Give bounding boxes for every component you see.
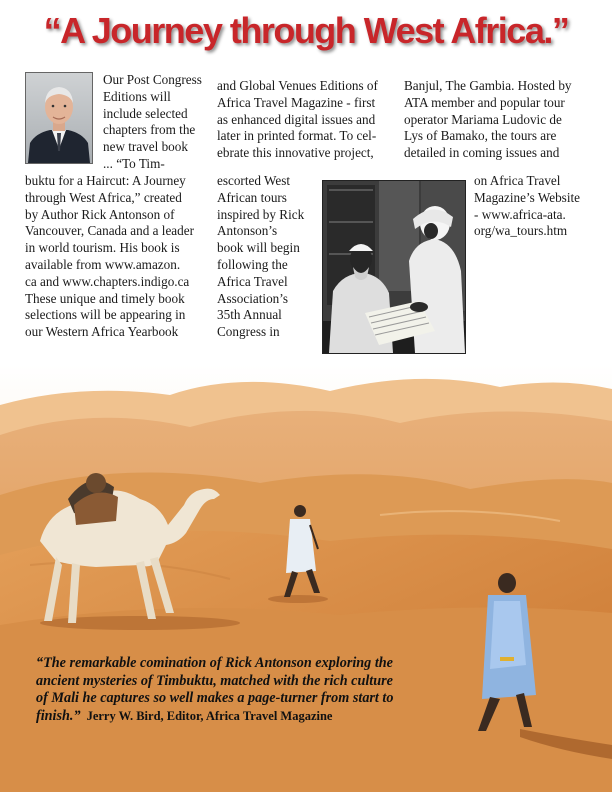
- text-line: Editions will: [103, 88, 171, 104]
- text-line: selections will be appearing in: [25, 307, 186, 323]
- manuscript-readers-photo: [322, 180, 466, 354]
- text-line: org/wa_tours.htm: [474, 223, 568, 239]
- text-line: buktu for a Haircut: A Journey: [25, 173, 186, 188]
- quote-credit: Jerry W. Bird, Editor, Africa Travel Magazine: [86, 708, 333, 723]
- text-line: book will begin: [217, 240, 300, 256]
- text-line: Africa Travel: [217, 273, 288, 289]
- text-line: Magazine’s Website: [474, 189, 580, 205]
- desert-scene-photo: [0, 365, 612, 792]
- text-line: through West Africa,” created: [25, 189, 182, 205]
- text-line: Africa Travel Magazine - first: [217, 94, 376, 110]
- text-line: include selected: [103, 105, 188, 121]
- text-line: and Global Venues Editions of: [217, 78, 378, 93]
- quote-line: of Mali he captures so well makes a page-turner from start to: [36, 690, 394, 706]
- headline: “A Journey through West Africa.”: [43, 10, 569, 51]
- text-line: available from www.amazon.: [25, 256, 181, 272]
- text-line: ebrate this innovative project,: [217, 145, 374, 161]
- quote-line: ancient mysteries of Timbuktu, matched with the rich culture: [36, 672, 393, 689]
- text-line: Vancouver, Canada and a leader: [25, 223, 194, 239]
- text-line: Lys of Bamako, the tours are: [404, 128, 557, 144]
- text-line: Antonson’s: [217, 223, 278, 239]
- column2-narrow: [217, 173, 317, 341]
- text-line: new travel book: [103, 139, 188, 155]
- text-line: These unique and timely book: [25, 290, 185, 306]
- text-line: inspired by Rick: [217, 206, 305, 222]
- column2-top: [217, 78, 399, 162]
- text-line: 35th Annual: [217, 307, 282, 323]
- text-line: ATA member and popular tour: [404, 94, 565, 110]
- text-line: Congress in: [217, 324, 280, 340]
- text-line: detailed in coming issues and: [404, 145, 560, 161]
- quote-line: “The remarkable comination of Rick Antonson exploring the: [36, 655, 393, 671]
- text-line: ... “To Tim-: [103, 155, 165, 171]
- text-line: chapters from the: [103, 122, 196, 138]
- text-line: Association’s: [217, 290, 289, 306]
- text-line: African tours: [217, 189, 287, 205]
- text-line: our Western Africa Yearbook: [25, 324, 179, 340]
- text-line: by Author Rick Antonson of: [25, 206, 175, 222]
- text-line: ca and www.chapters.indigo.ca: [25, 273, 190, 289]
- pull-quote: [36, 655, 466, 725]
- text-line: later in printed format. To cel-: [217, 128, 377, 144]
- column1-intro: [103, 72, 213, 173]
- text-line: as enhanced digital issues and: [217, 111, 376, 127]
- text-line: operator Mariama Ludovic de: [404, 111, 562, 127]
- column3-top: [404, 78, 594, 162]
- column1-body: [25, 173, 215, 341]
- author-portrait-photo: [25, 72, 93, 164]
- text-line: escorted West: [217, 173, 291, 188]
- text-line: on Africa Travel: [474, 173, 561, 188]
- quote-line: finish.”: [36, 707, 81, 724]
- quote-last-line: [36, 708, 466, 726]
- text-line: Our Post Congress: [103, 72, 202, 87]
- column3-narrow: [474, 173, 604, 240]
- text-line: - www.africa-ata.: [474, 206, 566, 222]
- text-line: following the: [217, 256, 288, 272]
- text-line: Banjul, The Gambia. Hosted by: [404, 78, 572, 93]
- text-line: in world tourism. His book is: [25, 240, 180, 256]
